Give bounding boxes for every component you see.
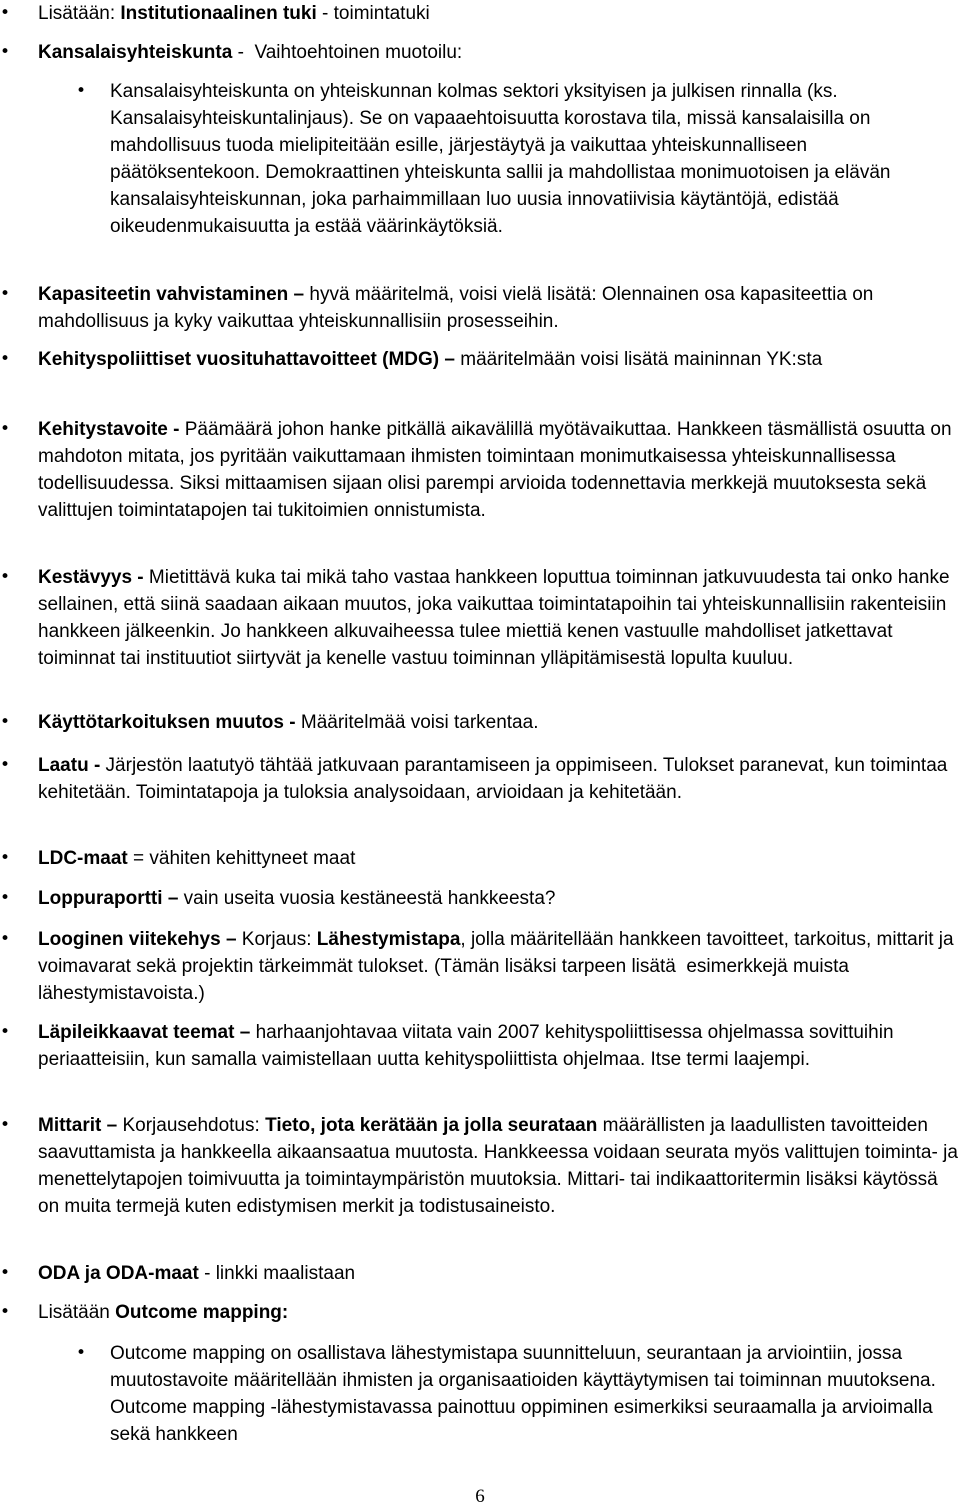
item-text: Läpileikkaavat teemat – harhaanjohtavaa viitata vain 2007 kehityspoliittisessa ohjelmassa sovittuihin periaatteisiin, kun samalla vaimistellaan uutta kehityspoliittista ohjelmaa. Itse termi laajempi. [38, 1022, 894, 1070]
bullet-icon: • [0, 848, 11, 868]
item-text: Looginen viitekehys – Korjaus: Lähestymistapa, jolla määritellään hankkeen tavoitteet, tarkoitus, mittarit ja voimavarat sekä projektin tärkeimmät tulokset. (Tämän lisäksi tarpeen lisätä esimerkkejä muista lähestymistavoista.) [38, 929, 959, 1004]
item-text: Laatu - Järjestön laatutyö tähtää jatkuvaan parantamiseen ja oppimiseen. Tulokset paranevat, kun toimintaa kehitetään. Toimintatapoja ja tuloksia analysoidaan, arvioidaan ja kehitetään. [38, 755, 948, 803]
bullet-icon: • [0, 419, 11, 439]
item-text: Kehityspoliittiset vuosituhattavoitteet (MDG) – määritelmään voisi lisätä maininnan YK:sta [38, 349, 823, 370]
item-text: Mittarit – Korjausehdotus: Tieto, jota kerätään ja jolla seurataan määrällisten ja laadullisten tavoitteiden saavuttamista ja hankkeella aikaansaatua muutosta. Hankkeessa voidaan seurata myös valittujen toiminta- ja menettelytapojen toimivuutta ja toimintaympäristön muutoksia. Mittari- tai indikaattoritermin lisäksi käytössä on muita termejä kuten edistymisen merkit ja todistusaineisto. [38, 1115, 958, 1217]
item-text: Kansalaisyhteiskunta on yhteiskunnan kolmas sektori yksityisen ja julkisen rinnalla (ks. Kansalaisyhteiskuntalinjaus). Se on vapaaehtoisuutta korostava tila, missä kansalaisilla on mahdollisuus tuoda mielipiteitään esille, järjestäytyä ja vaikuttaa yhteiskunnalliseen päätöksentekoon. Demokraattinen yhteiskunta sallii ja mahdollistaa monimuotoisen ja elävän kansalaisyhteiskunnan, joka parhaimmillaan luo uusia innovatiivisia käytäntöjä, edistää oikeudenmukaisuutta ja estää väärinkäytöksiä. [110, 81, 891, 237]
item-text: Kehitystavoite - Päämäärä johon hanke pitkällä aikavälillä myötävaikuttaa. Hankkeen täsmällistä osuutta on mahdoton mitata, jos pyritään vaikuttamaan ihmisten toimintaan monimutkaisessa yhteiskunnallisessa todellisuudessa. Siksi mittaamisen sijaan olisi parempi arvioida todennettavia merkkejä muutoksesta sekä valittujen toimintatapojen tai tukitoimien onnistumista. [38, 419, 952, 521]
bullet-icon: • [0, 712, 11, 732]
bullet-icon: • [0, 1115, 11, 1135]
item-text: Lisätään: Institutionaalinen tuki - toimintatuki [38, 3, 430, 24]
bullet-icon: • [0, 3, 11, 23]
page-number: 6 [475, 1486, 485, 1507]
item-text: Outcome mapping on osallistava lähestymistapa suunnitteluun, seurantaan ja arviointiin, jossa muutostavoite määritellään ihmisten ja organisaatioiden käyttäytymisen tai toiminnan muutoksena. Outcome mapping -lähestymistavassa painottuu oppiminen esimerkiksi seuraamalla ja arvioimalla sekä hankkeen [110, 1343, 936, 1445]
bullet-icon: • [0, 567, 11, 587]
item-text: LDC-maat = vähiten kehittyneet maat [38, 848, 356, 869]
item-text: ODA ja ODA-maat - linkki maalistaan [38, 1263, 356, 1284]
item-text: Kestävyys - Mietittävä kuka tai mikä taho vastaa hankkeen loputtua toiminnan jatkuvuudesta tai onko hanke sellainen, että siinä saadaan aikaan muutos, joka vaikuttaa toimintatapoihin tai yhteiskunnallisiin rakenteisiin hankkeen jälkeenkin. Jo hankkeen alkuvaiheessa tulee miettiä kenen vastuulle mahdolliset jatkettavat toiminnat tai instituutiot siirtyvät ja kenelle vastuu toiminnan ylläpitämisestä lopulta kuuluu. [38, 567, 950, 669]
item-text: Kapasiteetin vahvistaminen – hyvä määritelmä, voisi vielä lisätä: Olennainen osa kapasiteettia on mahdollisuus ja kyky vaikuttaa yhteiskunnallisiin prosesseihin. [38, 284, 874, 332]
bullet-icon: • [0, 755, 11, 775]
bullet-icon: • [0, 1302, 11, 1322]
bullet-icon: • [0, 1263, 11, 1283]
bullet-icon: • [0, 349, 11, 369]
item-text: Kansalaisyhteiskunta - Vaihtoehtoinen muotoilu: [38, 42, 463, 63]
bullet-icon: • [76, 1343, 87, 1363]
bullet-icon: • [0, 284, 11, 304]
bullet-icon: • [0, 1022, 11, 1042]
item-text: Lisätään Outcome mapping: [38, 1302, 289, 1323]
item-text: Loppuraportti – vain useita vuosia kestäneestä hankkeesta? [38, 888, 556, 909]
bullet-icon: • [0, 929, 11, 949]
bullet-icon: • [76, 81, 87, 101]
item-text: Käyttötarkoituksen muutos - Määritelmää voisi tarkentaa. [38, 712, 539, 733]
bullet-icon: • [0, 42, 11, 62]
bullet-icon: • [0, 888, 11, 908]
